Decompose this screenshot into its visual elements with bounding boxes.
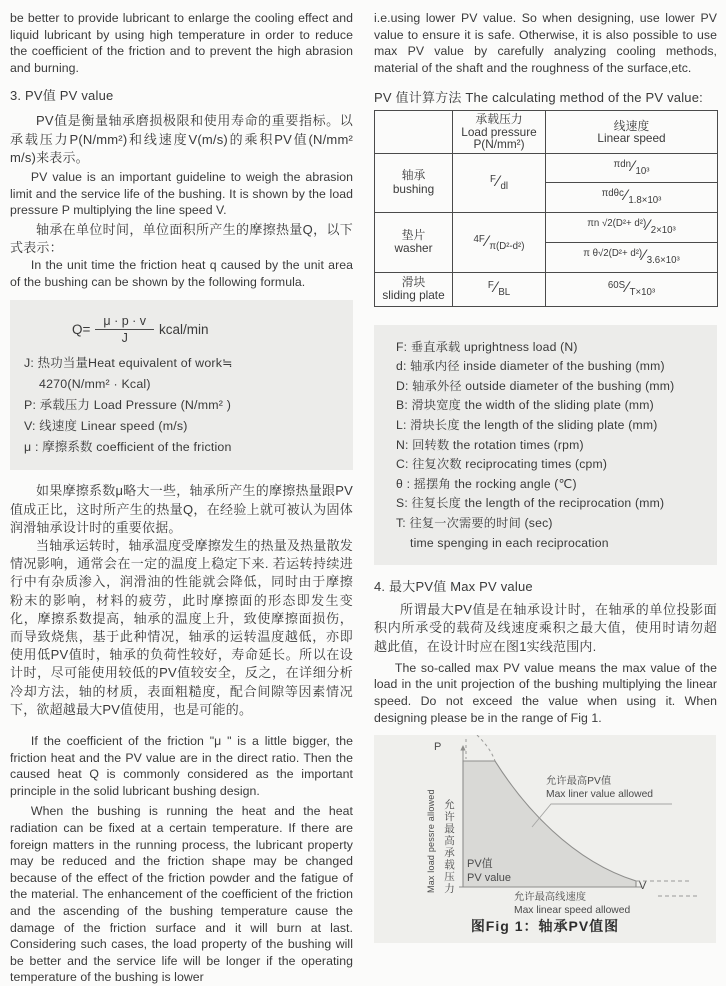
x-axis-label-en: Max linear speed allowed: [514, 905, 631, 917]
sliding-plate-name-zh: 滑块: [401, 274, 426, 289]
max-pv-curve-label: [546, 775, 653, 801]
bushing-name-en: bushing: [392, 181, 435, 196]
definition-n: N: 回转数 the rotation times (rpm): [396, 437, 584, 452]
paragraph-zh-max-pv: 所谓最大PV值是在轴承设计时，在轴承的单位投影面积内所承受的载荷及线速度乘积之最大值，使用时请勿超越此值，在设计时应在图1实线范围内.: [374, 602, 717, 654]
paragraph-zh-friction-heat: 轴承在单位时间，单位面积所产生的摩擦热量Q，以下式表示：: [10, 221, 353, 255]
left-column: [10, 8, 353, 986]
pv-area-label: [467, 857, 511, 885]
section-heading-pv-value: 3. PV值 PV value: [10, 88, 114, 104]
q-formula: [72, 314, 341, 345]
table-row-bushing: [375, 153, 718, 213]
paragraph-zh-bushing-running: 当轴承运转时，轴承温度受摩擦发生的热量及热量散发情况影响，通常会在一定的温度上稳定下来. 若运转持续进行中有杂质渗入，润滑油的性能就会降低，同时由于摩擦粉末的影响，材料的疲劳，此时摩擦面的形态即发生变化，摩擦系数提高，轴承的温度上升，致使摩擦面损伤，而导致烧焦，基于此种情况，轴承的运转温度越低，亦即使用低PV值时，轴承的负荷性较好，寿命延长。所以在设计时，尽可能使用较低的PV值较安全，反之，在详细分析冷却方法，轴的材质，表面粗糙度，配合间隙等因素情况下，欲超越最大PV值使用，也是可能的。: [10, 537, 353, 717]
y-axis-label-en: Max load pessre allowed: [426, 789, 436, 894]
cell-bushing-pressure: $^F∕_{dl}$: [453, 153, 546, 213]
figure-caption: 图Fig 1：轴承PV值图: [470, 918, 620, 935]
formula-unit: kcal/min: [159, 322, 209, 338]
header-cell-linear-speed: [546, 111, 718, 153]
paragraph-en-pv-definition: PV value is an important guideline to weigh the abrasion limit and the service life of the bushing. It is shown by the load pressure P multiplying the line speed V.: [10, 169, 353, 218]
pv-area-label-en: PV value: [467, 872, 512, 885]
formula-box: [10, 300, 353, 470]
curve-label-leader-line: [532, 804, 672, 827]
definition-f: F: 垂直承载 uprightness load (N): [396, 339, 578, 354]
header-linear-speed-zh: 线速度: [613, 118, 650, 133]
cell-washer-name: [375, 213, 453, 273]
formula-fraction: [95, 314, 154, 345]
y-axis-label-zh: 允许最高承载压力: [443, 799, 455, 896]
x-axis-label-zh: 允许最高线速度: [514, 892, 587, 904]
v-axis-label: V: [639, 880, 647, 893]
pv-table-wrapper: [374, 110, 717, 306]
paragraph-continuation: be better to provide lubricant to enlarge the cooling effect and liquid lubricant by using high temperature in order to reduce the coefficient of the friction and to prevent the high abrasion and burning.: [10, 11, 353, 75]
paragraph-zh-friction-coefficient: 如果摩擦系数μ略大一些，轴承所产生的摩擦热量跟PV值成正比，这时所产生的热量Q，在经验上就可被认为固体润滑轴承设计时的重要依据。: [10, 483, 353, 535]
header-linear-speed-en: Linear speed: [597, 130, 666, 145]
definition-t-continued: time spenging in each reciprocation: [410, 535, 609, 550]
table-header-row: [375, 111, 718, 153]
formula-def-j: J: 热功当量Heat equivalent of work≒: [24, 356, 233, 371]
paragraph-zh-pv-definition: PV值是衡量轴承磨损极限和使用寿命的重要指标。以承载压力P(N/mm²)和线速度V(m/s)的乘积PV值(N/mm² m/s)来表示。: [10, 113, 353, 165]
definition-theta: θ : 摇摆角 the rocking angle (℃): [396, 476, 577, 491]
cell-sliding-plate-pressure: $^F∕_{BL}$: [453, 272, 546, 306]
cell-washer-speed: $^{\pi n √2(D^2+ d^2)}∕_{2\times 10^3}$ $^{\pi \theta√2(D^2+ d^2)}∕_{3.6\times 10^3}$: [546, 213, 718, 273]
y-axis-arrowhead: [460, 745, 465, 751]
formula-def-j2: 4270(N/mm² · Kcal): [39, 377, 151, 392]
figure-pv-chart: [374, 735, 716, 943]
cell-bushing-speed: $^{\pi dn}∕_{10^3}$ $^{\pi d\theta c}∕_{1.8\times 10^3}$: [546, 153, 718, 213]
table-heading: PV 值计算方法 The calculating method of the PV value:: [374, 90, 703, 106]
definition-l: L: 滑块长度 the length of the sliding plate (mm): [396, 418, 658, 433]
formula-denominator: J: [121, 331, 128, 346]
header-cell-empty: [375, 111, 453, 153]
formula-def-p: P: 承载压力 Load Pressure (N/mm² ): [24, 398, 232, 413]
cell-bushing-name: [375, 153, 453, 213]
max-pv-curve-label-en: Max liner value allowed: [546, 789, 654, 801]
section-heading-max-pv: 4. 最大PV值 Max PV value: [374, 579, 533, 595]
washer-name-zh: 垫片: [401, 227, 426, 242]
formula-numerator: μ · p · v: [95, 314, 154, 330]
definition-c: C: 往复次数 reciprocating times (cpm): [396, 457, 608, 472]
sliding-plate-name-en: sliding plate: [382, 288, 445, 303]
formula-def-mu: μ : 摩擦系数 coefficient of the friction: [24, 440, 232, 455]
right-column: [374, 8, 717, 986]
bushing-name-zh: 轴承: [401, 168, 426, 183]
definition-b: B: 滑块宽度 the width of the sliding plate (mm): [396, 398, 654, 413]
paragraph-en-friction-coefficient: If the coefficient of the friction "μ " is a little bigger, the friction heat and the PV value are in the direct ratio. Then the caused heat Q is commonly considered as the important principle in the solid lubricant bushing design.: [10, 734, 353, 798]
header-load-pressure-unit: P(N/mm²): [473, 137, 525, 152]
header-cell-load-pressure: [453, 111, 546, 153]
cell-sliding-plate-name: [375, 272, 453, 306]
definitions-box: [374, 325, 717, 566]
x-axis-label: [514, 891, 630, 917]
table-row-washer: [375, 213, 718, 273]
cell-washer-pressure: $^{4F}∕_{\pi(D^2-d^2)}$: [453, 213, 546, 273]
dashed-curve-top-extension: [477, 735, 495, 761]
definition-cap-d: D: 轴承外径 outside diameter of the bushing (mm): [396, 378, 675, 393]
paragraph-en-bushing-running: When the bushing is running the heat and the heat radiation can be fixed at a certain temperature. If there are foreign matters in the running process, the lubricant property may be reduced and the friction shape may be changed because of the effect of the friction powder and the fatigue of the material. The enhancement of the coefficient of the friction and the ascending of the bushing temperature cause the damage of the friction surface and it will burn at last. Considering such cases, the load property of the bushing will be better and the service life will be longer if the operating temperature of the bushing is lower: [10, 804, 353, 985]
paragraph-en-friction-heat: In the unit time the friction heat q caused by the unit area of the bushing can be shown by the following formula.: [10, 258, 353, 289]
pv-area-label-zh: PV值: [467, 858, 493, 871]
table-row-sliding-plate: [375, 272, 718, 306]
paragraph-en-lower-pv: i.e.using lower PV value. So when designing, use lower PV value to ensure it is safe. Otherwise, it is also possible to use max PV value by carefully analyzing cooling methods, material of the shaft and the roughness of the surface,etc.: [374, 11, 717, 75]
max-pv-curve-label-zh: 允许最高PV值: [546, 776, 612, 788]
definition-s: S: 往复长度 the length of the reciprocation (mm): [396, 496, 665, 511]
header-load-pressure-zh: 承载压力: [475, 112, 523, 127]
washer-name-en: washer: [394, 241, 433, 256]
definition-t: T: 往复一次需要的时间 (sec): [396, 516, 553, 530]
cell-sliding-plate-speed: $^{60S}∕_{T\times 10^3}$: [546, 272, 718, 306]
formula-def-v: V: 线速度 Linear speed (m/s): [24, 419, 188, 434]
pv-table: [374, 110, 718, 306]
formula-lhs: Q=: [72, 322, 91, 338]
paragraph-en-max-pv: The so-called max PV value means the max value of the load in the unit projection of the bushing multiplying the linear speed. Do not exceed the value when using it. When designing please be in the range of Fig 1.: [374, 660, 717, 725]
header-load-pressure-en: Load pressure: [461, 124, 537, 139]
definition-d: d: 轴承内径 inside diameter of the bushing (mm): [396, 359, 665, 374]
p-axis-label: P: [434, 741, 442, 754]
